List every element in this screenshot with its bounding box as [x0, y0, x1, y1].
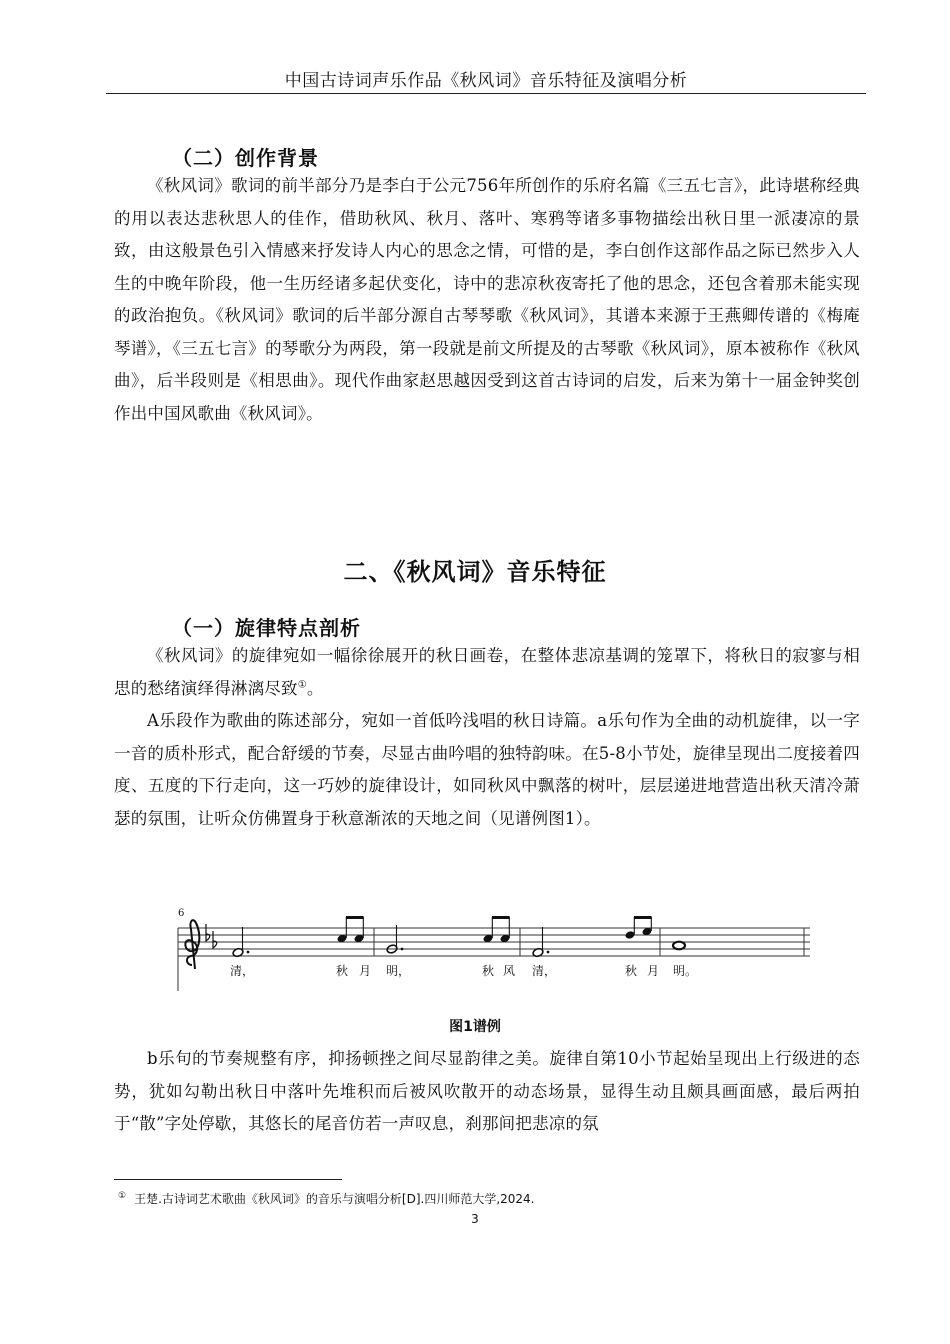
- lyric-syllable: 月: [647, 964, 660, 978]
- footnote-separator: [114, 1179, 342, 1180]
- chapter-title: 二、《秋风词》音乐特征: [343, 558, 607, 586]
- melody-paragraph-1: [114, 640, 860, 705]
- melody-paragraph-2: A乐段作为歌曲的陈述部分，宛如一首低吟浅唱的秋日诗篇。a乐句作为全曲的动机旋律，以一字一音的质朴形式，配合舒缓的节奏，尽显古曲吟唱的独特韵味。在5-8小节处，旋律呈现出二度接着四度、五度的下行走向，这一巧妙的旋律设计，如同秋风中飘落的树叶，层层递进地营造出秋天清冷萧瑟的氛围，让听众仿佛置身于秋意渐浓的天地之间（见谱例图1）。: [114, 711, 860, 828]
- lyric-syllable: 清，: [532, 964, 557, 978]
- lyric-syllable: 明，: [386, 964, 411, 978]
- note-group-measure-4: [673, 942, 685, 950]
- lyric-syllable: 秋: [336, 964, 349, 978]
- running-header: 中国古诗词声乐作品《秋风词》音乐特征及演唱分析: [284, 71, 688, 91]
- lyric-syllable: 月: [359, 964, 372, 978]
- music-score-figure: [176, 905, 812, 995]
- lyric-syllable: 清，: [230, 964, 255, 978]
- melody-paragraph-1-end: 。: [306, 678, 324, 698]
- lyric-syllable: 明。: [673, 964, 698, 978]
- lyrics-row: [230, 963, 697, 978]
- background-paragraph: 《秋风词》歌词的前半部分乃是李白于公元756年所创作的乐府名篇《三五七言》，此诗堪称经典的用以表达悲秋思人的佳作，借助秋风、秋月、落叶、寒鸦等诸多事物描绘出秋日里一派凄凉的景致，由这般景色引入情感来抒发诗人内心的思念之情，可惜的是，李白创作这部作品之际已然步入人生的中晚年阶段，他一生历经诸多起伏变化，诗中的悲凉秋夜寄托了他的思念，还包含着那未能实现的政治抱负。《秋风词》歌词的后半部分源自古琴琴歌《秋风词》，其谱本来源于王燕卿传谱的《梅庵琴谱》，《三五七言》的琴歌分为两段，第一段就是前文所提及的古琴歌《秋风词》，原本被称作《秋风曲》，后半段则是《相思曲》。现代作曲家赵思越因受到这首古诗词的启发，后来为第十一届金钟奖创作出中国风歌曲《秋风词》。: [114, 176, 860, 423]
- note-group-measure-3: [532, 916, 652, 958]
- note-group-measure-1: [232, 916, 364, 958]
- section-heading-melody: （一）旋律特点剖析: [172, 616, 361, 640]
- melody-paragraph-3: b乐句的节奏规整有序，抑扬顿挫之间尽显韵律之美。旋律自第10小节起始呈现出上行级进的态势，犹如勾勒出秋日中落叶先堆积而后被风吹散开的动态场景，显得生动且颇具画面感，最后两拍于“散”字处停歇，其悠长的尾音仿若一声叹息，刹那间把悲凉的氛: [114, 1049, 860, 1133]
- treble-clef-icon: [185, 920, 199, 969]
- section-heading-background: （二）创作背景: [172, 146, 319, 170]
- footnote: [118, 1190, 534, 1207]
- lyric-syllable: 风: [503, 964, 516, 978]
- page-number: 3: [471, 1212, 479, 1226]
- figure-caption: 图1谱例: [449, 1019, 501, 1035]
- footnote-mark: ①: [118, 1191, 127, 1201]
- lyric-syllable: 秋: [482, 964, 495, 978]
- measure-number: 6: [178, 908, 185, 919]
- lyric-syllable: 秋: [625, 964, 638, 978]
- staff-lines: [178, 928, 810, 956]
- footnote-reference-mark[interactable]: ①: [297, 679, 307, 690]
- header-rule: [106, 93, 866, 94]
- footnote-text: 王楚.古诗词艺术歌曲《秋风词》的音乐与演唱分析[D].四川师范大学,2024.: [134, 1192, 535, 1206]
- melody-paragraph-1-text: 《秋风词》的旋律宛如一幅徐徐展开的秋日画卷，在整体悲凉基调的笼罩下，将秋日的寂寥与相思的愁绪演绎得淋漓尽致: [114, 646, 860, 698]
